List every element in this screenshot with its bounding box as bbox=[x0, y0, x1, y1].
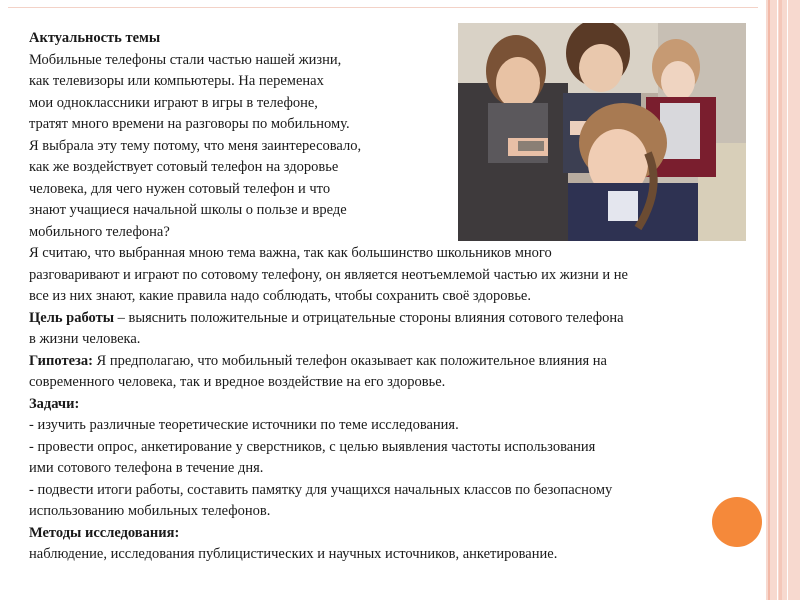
heading-text: Цель работы bbox=[29, 309, 115, 326]
border-stripe bbox=[779, 0, 782, 600]
heading-text: Гипотеза: bbox=[29, 352, 93, 369]
body-text: в жизни человека. bbox=[29, 331, 141, 347]
body-text: - провести опрос, анкетирование у сверстников, с целью выявления частоты использования bbox=[29, 438, 596, 455]
text-line bbox=[29, 415, 769, 437]
body-text: Мобильные телефоны стали частью нашей жизни, bbox=[29, 51, 342, 68]
text-line bbox=[29, 523, 769, 545]
body-text: - изучить различные теоретические источники по теме исследования. bbox=[29, 417, 459, 433]
text-line bbox=[29, 544, 769, 566]
text-line bbox=[29, 286, 769, 308]
text-line bbox=[29, 308, 769, 330]
text-line bbox=[29, 222, 769, 244]
body-text: Я выбрала эту тему потому, что меня заинтересовало, bbox=[29, 137, 362, 154]
text-line bbox=[29, 200, 769, 222]
text-line bbox=[29, 93, 769, 115]
slide-body-text bbox=[29, 28, 769, 566]
body-text: мои одноклассники играют в игры в телефоне, bbox=[29, 94, 318, 111]
right-decorative-border bbox=[766, 0, 800, 600]
body-text: тратят много времени на разговоры по мобильному. bbox=[29, 116, 350, 132]
body-text: Я считаю, что выбранная мною тема важна, так как большинство школьников много bbox=[29, 245, 552, 261]
body-text: использованию мобильных телефонов. bbox=[29, 503, 271, 519]
text-line bbox=[29, 179, 769, 201]
text-line bbox=[29, 114, 769, 136]
text-line bbox=[29, 329, 769, 351]
text-line bbox=[29, 28, 769, 50]
text-line bbox=[29, 372, 769, 394]
text-line bbox=[29, 351, 769, 373]
body-text: Я предполагаю, что мобильный телефон оказывает как положительное влияния на bbox=[92, 352, 607, 369]
body-text: знают учащиеся начальной школы о пользе и вреде bbox=[29, 202, 347, 218]
body-text: – выяснить положительные и отрицательные стороны влияния сотового телефона bbox=[114, 309, 624, 326]
body-text: как телевизоры или компьютеры. На переменах bbox=[29, 73, 324, 89]
text-line bbox=[29, 458, 769, 480]
top-divider bbox=[8, 7, 758, 8]
text-line bbox=[29, 243, 769, 265]
border-stripe bbox=[787, 0, 788, 600]
text-line bbox=[29, 157, 769, 179]
text-line bbox=[29, 437, 769, 459]
text-line bbox=[29, 71, 769, 93]
border-stripe bbox=[777, 0, 778, 600]
body-text: - подвести итоги работы, составить памятку для учащихся начальных классов по безопасному bbox=[29, 481, 613, 498]
body-text: все из них знают, какие правила надо соблюдать, чтобы сохранить своё здоровье. bbox=[29, 288, 531, 304]
decorative-orange-circle bbox=[712, 497, 762, 547]
body-text: мобильного телефона? bbox=[29, 223, 170, 240]
heading-text: Актуальность темы bbox=[29, 30, 161, 46]
text-line bbox=[29, 394, 769, 416]
text-line bbox=[29, 480, 769, 502]
body-text: наблюдение, исследования публицистических и научных источников, анкетирование. bbox=[29, 546, 558, 562]
body-text: человека, для чего нужен сотовый телефон и что bbox=[29, 180, 331, 197]
body-text: как же воздействует сотовый телефон на здоровье bbox=[29, 159, 339, 175]
text-line bbox=[29, 501, 769, 523]
text-line bbox=[29, 265, 769, 287]
body-text: ими сотового телефона в течение дня. bbox=[29, 460, 264, 476]
heading-text: Задачи: bbox=[29, 395, 80, 412]
heading-text: Методы исследования: bbox=[29, 524, 180, 541]
text-line bbox=[29, 50, 769, 72]
text-line bbox=[29, 136, 769, 158]
body-text: разговаривают и играют по сотовому телефону, он является неотъемлемой частью их жизни и не bbox=[29, 266, 628, 283]
body-text: современного человека, так и вредное воздействие на его здоровье. bbox=[29, 374, 446, 390]
